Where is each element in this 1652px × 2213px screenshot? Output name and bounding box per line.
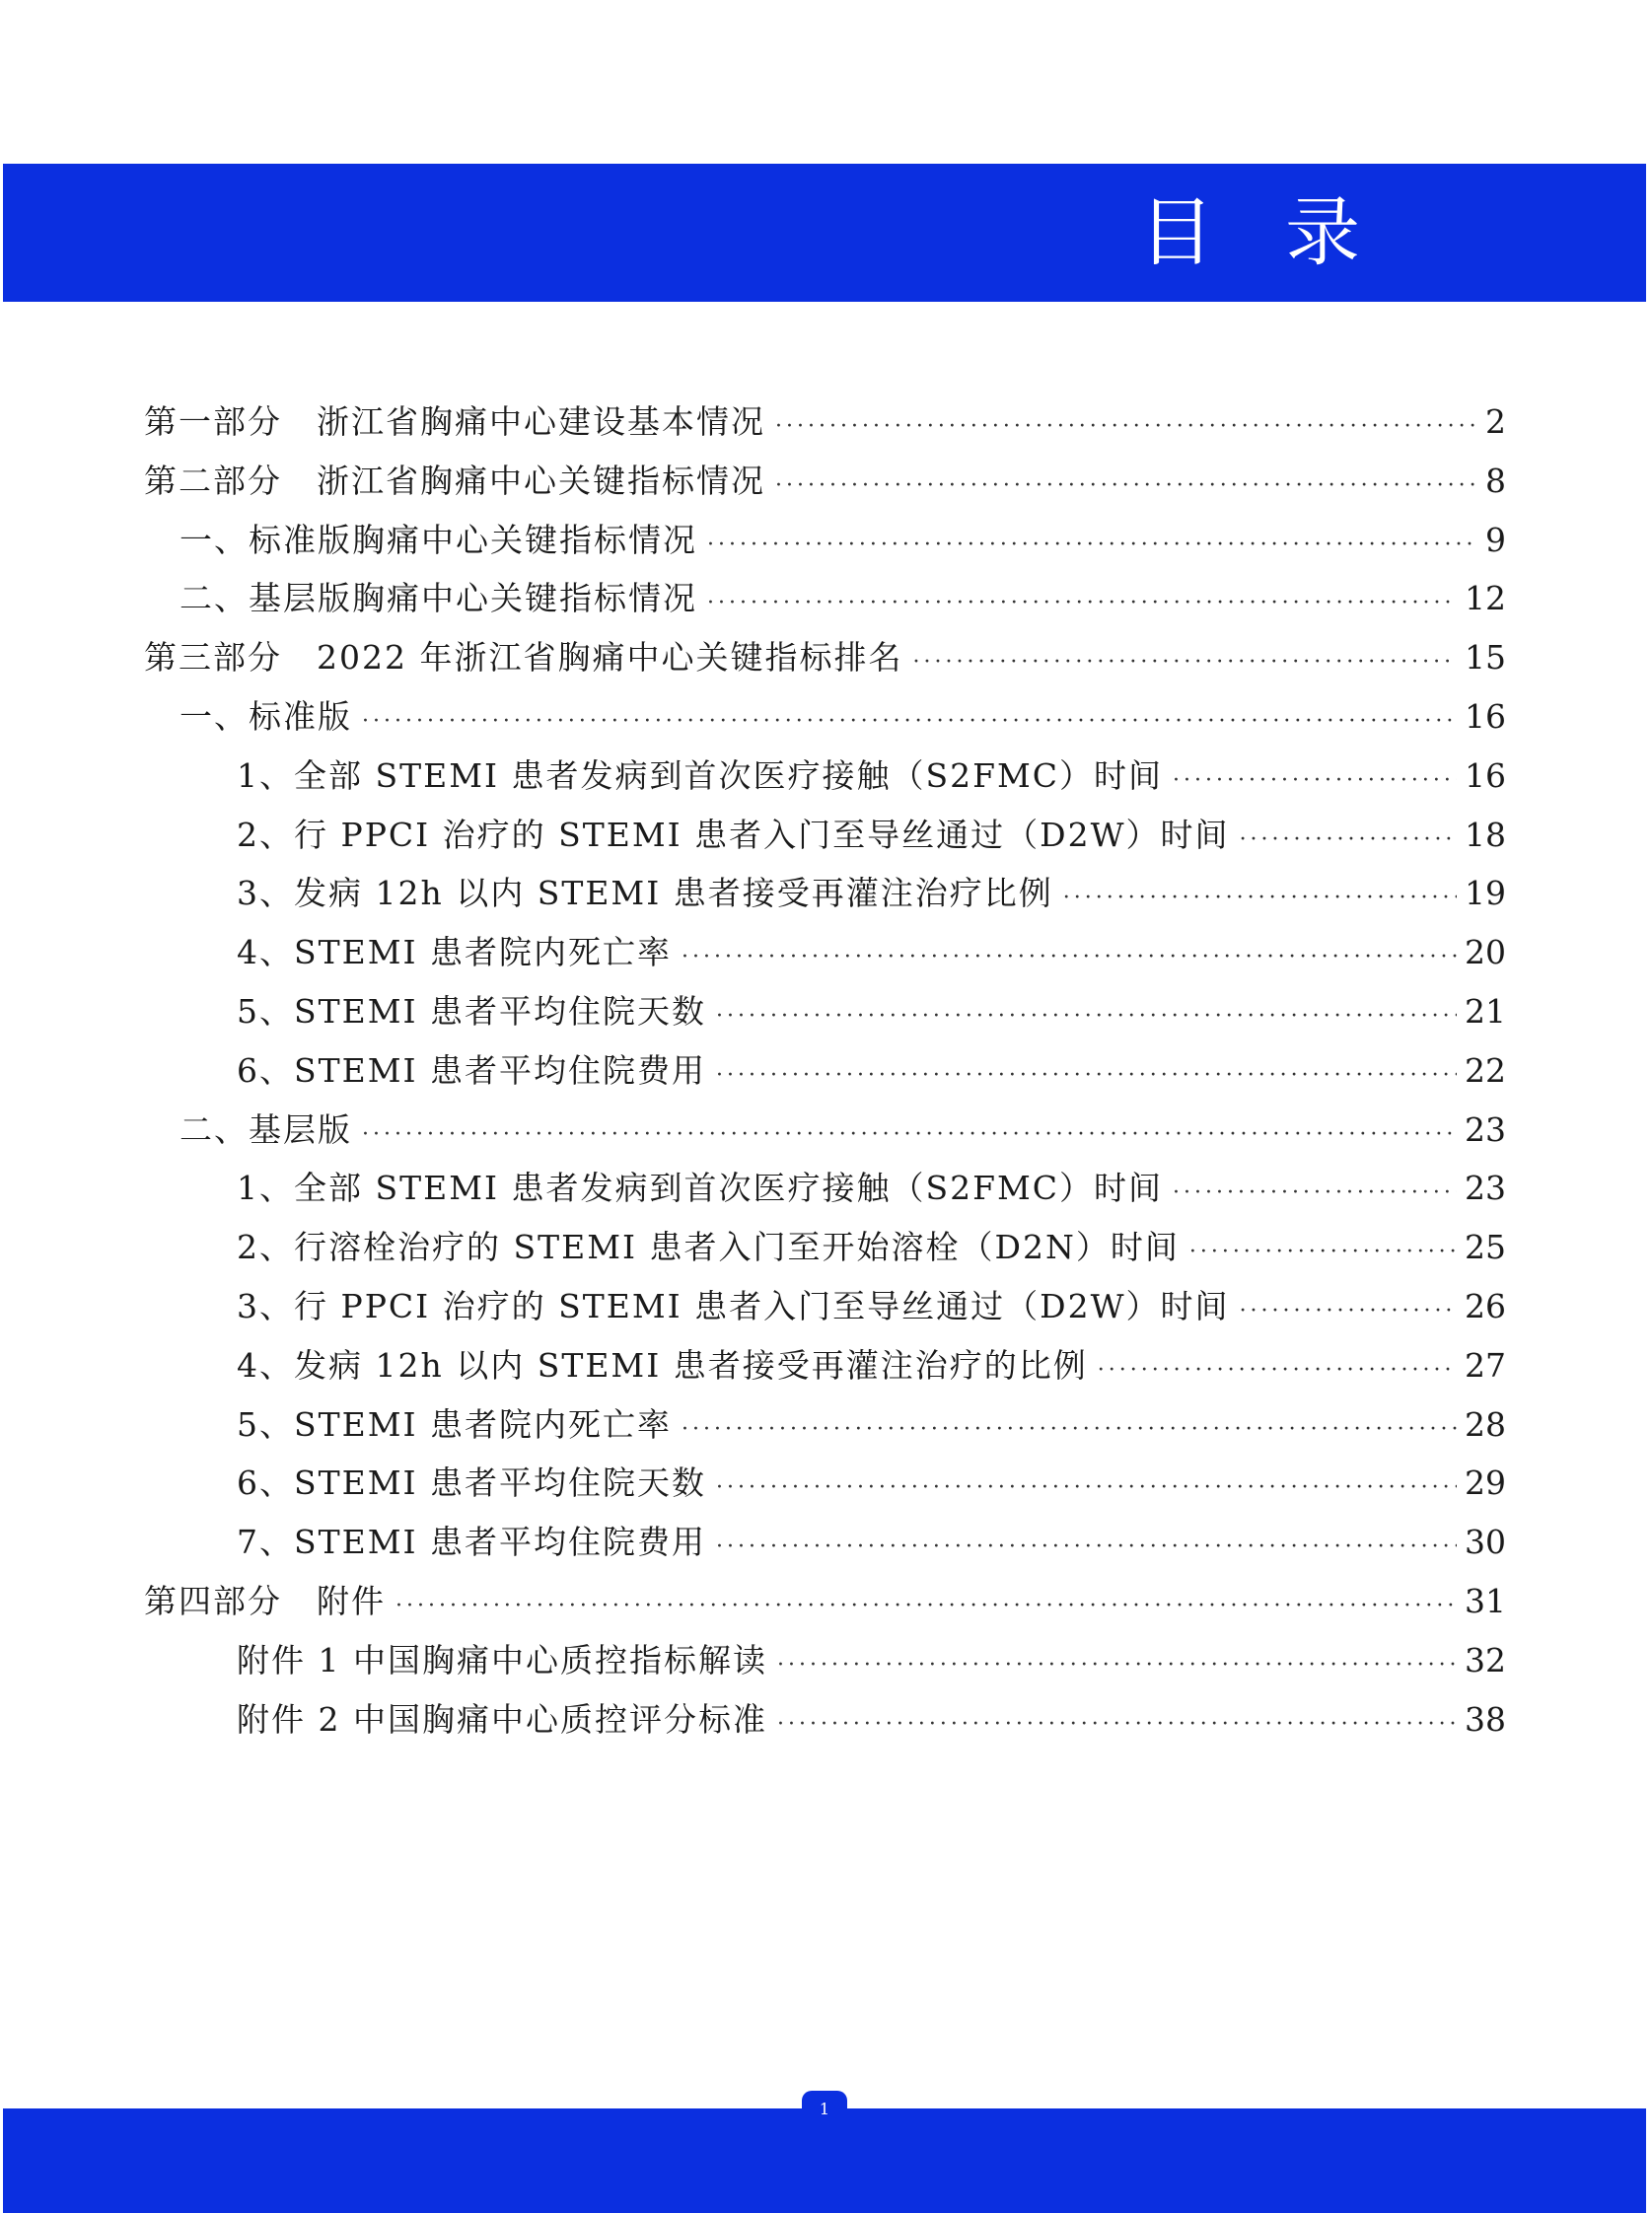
toc-entry-page: 32: [1465, 1641, 1506, 1679]
toc-entry-page: 18: [1465, 816, 1506, 854]
toc-entry-page: 8: [1485, 462, 1506, 500]
toc-entry-page: 22: [1465, 1051, 1506, 1090]
toc-entry-label: 二、基层版: [180, 1110, 352, 1149]
toc-entry-page: 9: [1485, 521, 1506, 559]
toc-entry[interactable]: [237, 1281, 1506, 1340]
toc-entry-label: 3、行 PPCI 治疗的 STEMI 患者入门至导丝通过（D2W）时间: [237, 1287, 1230, 1325]
toc-entry[interactable]: [180, 691, 1506, 750]
toc-entry-label: 5、STEMI 患者院内死亡率: [237, 1405, 673, 1444]
toc-entry-page: 23: [1465, 1110, 1506, 1149]
toc-entry-label: 第三部分 2022 年浙江省胸痛中心关键指标排名: [144, 638, 903, 677]
toc-leader-dots: [395, 1594, 1457, 1618]
toc-entry[interactable]: [180, 1105, 1506, 1164]
toc-leader-dots: [362, 709, 1457, 734]
toc-leader-dots: [777, 1712, 1457, 1737]
toc-entry-page: 28: [1465, 1405, 1506, 1444]
toc-entry-page: 29: [1465, 1463, 1506, 1502]
toc-entry-page: 19: [1465, 874, 1506, 912]
toc-entry-label: 第一部分 浙江省胸痛中心建设基本情况: [144, 402, 765, 441]
toc-entry-label: 第二部分 浙江省胸痛中心关键指标情况: [144, 462, 765, 500]
toc-leader-dots: [1189, 1240, 1457, 1264]
toc-leader-dots: [912, 650, 1457, 675]
toc-entry[interactable]: [144, 456, 1506, 515]
toc-entry[interactable]: [237, 1458, 1506, 1517]
toc-entry[interactable]: [237, 1694, 1506, 1753]
header-band: [3, 164, 1646, 302]
toc-entry-page: 25: [1465, 1228, 1506, 1266]
toc-entry[interactable]: [144, 396, 1506, 456]
toc-entry[interactable]: [180, 573, 1506, 632]
page-number: 1: [802, 2091, 847, 2120]
toc-entry-label: 1、全部 STEMI 患者发病到首次医疗接触（S2FMC）时间: [237, 1169, 1164, 1207]
toc-entry[interactable]: [144, 1576, 1506, 1635]
toc-entry[interactable]: [237, 1045, 1506, 1105]
toc-entry-page: 38: [1465, 1700, 1506, 1739]
toc-entry[interactable]: [237, 1163, 1506, 1222]
toc-entry-label: 6、STEMI 患者平均住院天数: [237, 1463, 707, 1502]
toc-entry-page: 16: [1465, 697, 1506, 736]
toc-leader-dots: [1063, 886, 1457, 910]
toc-entry[interactable]: [237, 868, 1506, 927]
toc-entry-page: 21: [1465, 992, 1506, 1031]
toc-leader-dots: [716, 1535, 1457, 1559]
toc-entry[interactable]: [237, 927, 1506, 986]
toc-entry-page: 31: [1465, 1582, 1506, 1620]
toc-entry[interactable]: [237, 750, 1506, 810]
toc-entry-label: 2、行 PPCI 治疗的 STEMI 患者入门至导丝通过（D2W）时间: [237, 816, 1230, 854]
toc-entry-label: 1、全部 STEMI 患者发病到首次医疗接触（S2FMC）时间: [237, 756, 1164, 795]
toc-leader-dots: [707, 533, 1477, 557]
toc-leader-dots: [716, 1004, 1457, 1029]
toc-leader-dots: [682, 1417, 1457, 1442]
toc-leader-dots: [716, 1063, 1457, 1088]
toc-leader-dots: [1098, 1358, 1457, 1383]
footer-band: [3, 2108, 1646, 2213]
toc-entry-label: 4、STEMI 患者院内死亡率: [237, 933, 673, 971]
toc-entry-page: 30: [1465, 1523, 1506, 1561]
toc-entry-page: 20: [1465, 933, 1506, 971]
toc-entry-page: 2: [1485, 402, 1506, 441]
toc-entry[interactable]: [180, 515, 1506, 574]
toc-entry[interactable]: [237, 986, 1506, 1045]
toc-entry-page: 27: [1465, 1346, 1506, 1385]
toc-entry-label: 7、STEMI 患者平均住院费用: [237, 1523, 707, 1561]
page-title: 目录: [1139, 188, 1431, 276]
toc-entry-page: 15: [1465, 638, 1506, 677]
toc-leader-dots: [362, 1122, 1457, 1147]
toc-entry-label: 第四部分 附件: [144, 1582, 386, 1620]
toc-entry-page: 12: [1465, 579, 1506, 617]
toc-leader-dots: [1240, 827, 1457, 852]
toc-leader-dots: [777, 1653, 1457, 1678]
toc-entry-label: 附件 1 中国胸痛中心质控指标解读: [237, 1641, 767, 1679]
toc-entry-page: 26: [1465, 1287, 1506, 1325]
toc-entry-page: 16: [1465, 756, 1506, 795]
toc-entry[interactable]: [237, 1517, 1506, 1576]
toc-entry-label: 4、发病 12h 以内 STEMI 患者接受再灌注治疗的比例: [237, 1346, 1088, 1385]
toc-entry-label: 2、行溶栓治疗的 STEMI 患者入门至开始溶栓（D2N）时间: [237, 1228, 1180, 1266]
toc-entry-label: 3、发病 12h 以内 STEMI 患者接受再灌注治疗比例: [237, 874, 1053, 912]
toc-entry[interactable]: [144, 632, 1506, 691]
toc-entry[interactable]: [237, 1635, 1506, 1694]
toc-entry-label: 一、标准版: [180, 697, 352, 736]
toc-entry[interactable]: [237, 810, 1506, 869]
toc-entry-label: 6、STEMI 患者平均住院费用: [237, 1051, 707, 1090]
toc-entry-label: 5、STEMI 患者平均住院天数: [237, 992, 707, 1031]
toc-leader-dots: [775, 473, 1477, 498]
toc-entry-label: 二、基层版胸痛中心关键指标情况: [180, 579, 697, 617]
toc-leader-dots: [707, 591, 1457, 615]
toc-leader-dots: [1173, 768, 1457, 793]
toc-leader-dots: [1173, 1180, 1457, 1205]
toc-leader-dots: [716, 1475, 1457, 1500]
toc-entry[interactable]: [237, 1399, 1506, 1459]
toc-leader-dots: [682, 945, 1457, 969]
toc-entry-label: 一、标准版胸痛中心关键指标情况: [180, 521, 697, 559]
toc-entry-page: 23: [1465, 1169, 1506, 1207]
toc-entry[interactable]: [237, 1340, 1506, 1399]
toc-leader-dots: [775, 414, 1477, 439]
toc-entry[interactable]: [237, 1222, 1506, 1281]
toc-entry-label: 附件 2 中国胸痛中心质控评分标准: [237, 1700, 767, 1739]
toc-leader-dots: [1240, 1299, 1457, 1323]
